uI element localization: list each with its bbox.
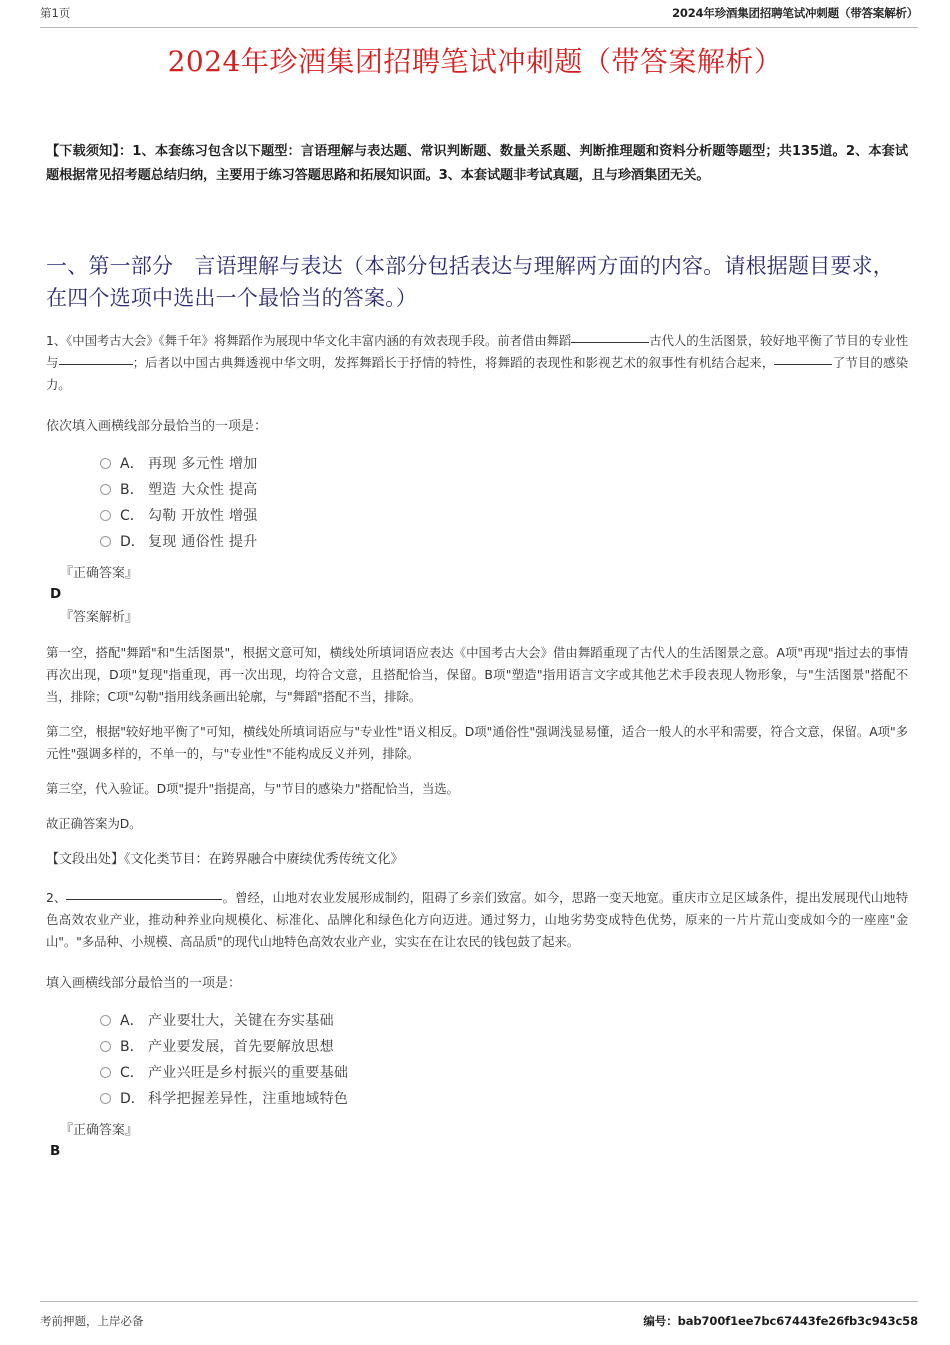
- question-2-stem: [46, 887, 908, 953]
- question-2-answer-label: 『正确答案』: [60, 1123, 139, 1138]
- question-1-explanation-3: 第三空，代入验证。D项"提升"指提高，与"节目的感染力"搭配恰当，当选。: [46, 781, 459, 796]
- page-title: 2024年珍酒集团招聘笔试冲刺题（带答案解析）: [167, 45, 783, 78]
- question-1-prompt: 依次填入画横线部分最恰当的一项是：: [46, 419, 268, 434]
- question-1-option-b[interactable]: [100, 476, 908, 502]
- question-1-stem-part4: 了节目的感染力。: [46, 355, 908, 392]
- radio-button-icon[interactable]: [100, 1015, 111, 1026]
- option-text: 再现 多元性 增加: [148, 456, 258, 472]
- radio-button-icon[interactable]: [100, 510, 111, 521]
- question-1-explanation-4: 故正确答案为D。: [46, 816, 142, 831]
- option-text: 复现 通俗性 提升: [148, 534, 258, 550]
- option-letter: A．: [120, 456, 144, 472]
- question-1-stem: [46, 330, 908, 396]
- section-heading-part-one: 一、第一部分 言语理解与表达（本部分包括表达与理解两方面的内容。请根据题目要求，在四个选项中选出一个最恰当的答案。）: [46, 254, 894, 310]
- question-2-stem-part2: 。曾经，山地对农业发展形成制约，阻碍了乡亲们致富。如今，思路一变天地宽。重庆市立足区域条件，提出发展现代山地特色高效农业产业，推动种养业向规模化、标准化、品牌化和绿色化方向迈进。通过努力，山地劣势变成特色优势，原来的一片片荒山变成如今的一座座"金山"。"多品种、小规模、高品质"的现代山地特色高效农业产业，实实在在让农民的钱包鼓了起来。: [46, 890, 909, 949]
- question-1: [46, 330, 908, 871]
- source-title: 《文化类节目：在跨界融合中赓续优秀传统文化》: [124, 852, 404, 867]
- option-letter: A．: [120, 1013, 144, 1029]
- radio-button-icon[interactable]: [100, 1093, 111, 1104]
- question-1-blank-2: [59, 353, 133, 365]
- option-text: 产业要壮大，关键在夯实基础: [148, 1013, 334, 1029]
- question-1-explanation-2: 第二空，根据"较好地平衡了"可知，横线处所填词语应与"专业性"语义相反。D项"通俗性"强调浅显易懂，适合一般人的水平和需要，符合文意，保留。A项"多元性"强调多样的，不单一的，与"专业性"不能构成反义并列，排除。: [46, 724, 908, 761]
- footer-code-value: bab700f1ee7bc67443fe26fb3c943c58: [677, 1314, 918, 1328]
- footer-slogan: 考前押题，上岸必备: [40, 1314, 144, 1328]
- option-letter: C．: [120, 1065, 144, 1081]
- question-1-stem-part1: 《中国考古大会》《舞千年》将舞蹈作为展现中华文化丰富内涵的有效表现手段。前者借由舞蹈: [66, 333, 572, 348]
- option-text: 塑造 大众性 提高: [148, 482, 258, 498]
- footer-code: [643, 1313, 918, 1329]
- question-2-option-d[interactable]: [100, 1085, 908, 1111]
- question-1-options: [100, 450, 908, 554]
- radio-button-icon[interactable]: [100, 484, 111, 495]
- option-letter: C．: [120, 508, 144, 524]
- download-notice: 【下载须知】：1、本套练习包含以下题型：言语理解与表达题、常识判断题、数量关系题、判断推理题和资料分析题等题型；共135道。2、本套试题根据常见招考题总结归纳，主要用于练习答题思路和拓展知识面。3、本套试题非考试真题，且与珍酒集团无关。: [46, 144, 908, 183]
- question-1-option-c[interactable]: [100, 502, 908, 528]
- question-1-blank-3: [774, 353, 832, 365]
- question-2-option-b[interactable]: [100, 1033, 908, 1059]
- question-1-analysis-label: 『答案解析』: [60, 610, 139, 625]
- option-text: 产业兴旺是乡村振兴的重要基础: [148, 1065, 349, 1081]
- radio-button-icon[interactable]: [100, 458, 111, 469]
- option-letter: B．: [120, 1039, 144, 1055]
- question-1-answer-value: D: [50, 586, 62, 602]
- radio-button-icon[interactable]: [100, 1041, 111, 1052]
- question-2-prompt: 填入画横线部分最恰当的一项是：: [46, 976, 242, 991]
- question-2-number: 2、: [46, 890, 67, 905]
- question-1-source: [46, 849, 908, 871]
- question-2-options: [100, 1007, 908, 1111]
- header-document-title: 2024年珍酒集团招聘笔试冲刺题（带答案解析）: [672, 6, 918, 20]
- question-1-number: 1、: [46, 333, 67, 348]
- question-1-option-a[interactable]: [100, 450, 908, 476]
- option-text: 产业要发展，首先要解放思想: [148, 1039, 334, 1055]
- page-header: [40, 0, 918, 28]
- radio-button-icon[interactable]: [100, 1067, 111, 1078]
- option-letter: D．: [120, 534, 145, 550]
- document-body: [46, 140, 908, 1161]
- option-text: 科学把握差异性，注重地域特色: [148, 1091, 349, 1107]
- question-1-blank-1: [571, 331, 649, 343]
- question-1-stem-part2: 古代人的生活图景，较好地平衡了节目的专业性与: [46, 333, 908, 370]
- question-1-option-d[interactable]: [100, 528, 908, 554]
- question-1-answer-label: 『正确答案』: [60, 566, 139, 581]
- question-2-option-a[interactable]: [100, 1007, 908, 1033]
- question-2-option-c[interactable]: [100, 1059, 908, 1085]
- option-letter: B．: [120, 482, 144, 498]
- question-1-stem-part3: ；后者以中国古典舞透视中华文明，发挥舞蹈长于抒情的特性，将舞蹈的表现性和影视艺术的叙事性有机结合起来，: [132, 355, 775, 370]
- question-2: [46, 887, 908, 1161]
- footer-code-label: 编号：: [643, 1314, 678, 1328]
- source-prefix: 【文段出处】: [46, 852, 125, 867]
- question-2-answer-value: B: [50, 1143, 61, 1159]
- radio-button-icon[interactable]: [100, 536, 111, 547]
- option-letter: D．: [120, 1091, 145, 1107]
- page-footer: [40, 1301, 918, 1331]
- question-1-explanation-1: 第一空，搭配"舞蹈"和"生活图景"，根据文意可知，横线处所填词语应表达《中国考古大会》借由舞蹈重现了古代人的生活图景之意。A项"再现"指过去的事情再次出现，D项"复现"指重现，再一次出现，均符合文意，且搭配恰当，保留。B项"塑造"指用语言文字或其他艺术手段表现人物形象，与"生活图景"搭配不当，排除；C项"勾勒"指用线条画出轮廓，与"舞蹈"搭配不当，排除。: [46, 645, 908, 704]
- page-number-label: 第1页: [40, 6, 71, 20]
- question-2-blank-1: [66, 888, 222, 900]
- option-text: 勾勒 开放性 增强: [148, 508, 258, 524]
